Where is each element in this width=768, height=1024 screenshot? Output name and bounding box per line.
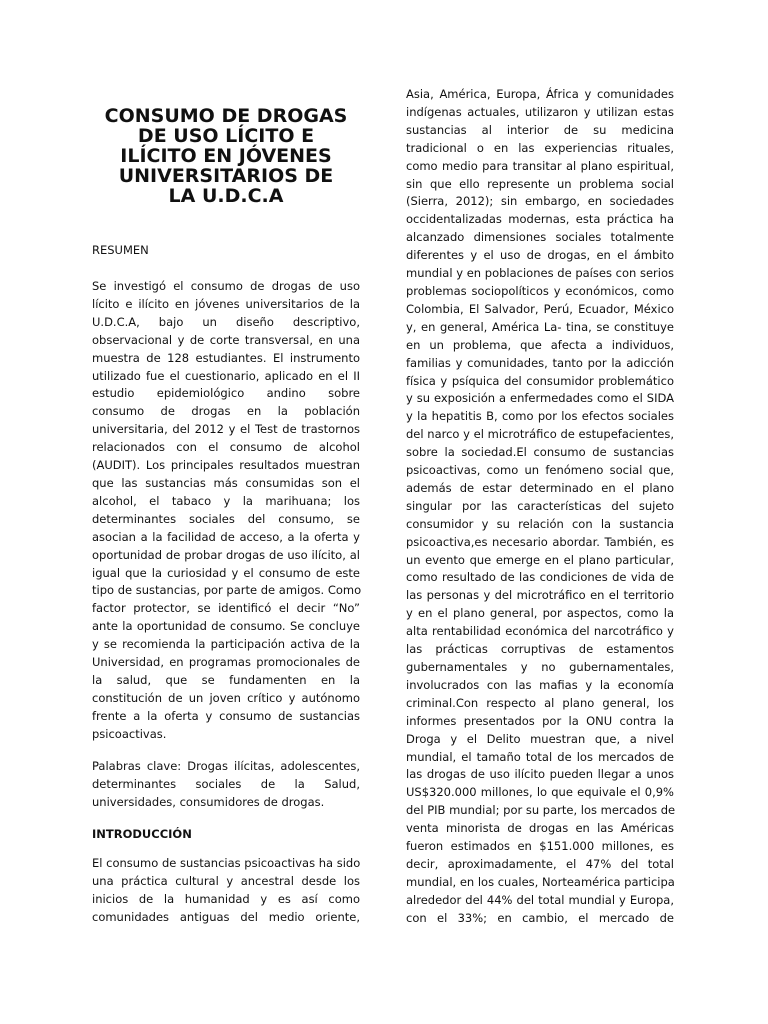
text-line: involucrados con las mafias y la economía [406, 677, 674, 692]
resumen-paragraph [92, 278, 360, 744]
body-paragraph-continued [406, 86, 674, 928]
text-line: gubernamentales y no gubernamentales, [406, 660, 674, 674]
text-line: las prácticas corruptivas de estamentos [406, 642, 674, 657]
text-line: sustancias al interior de su medicina [406, 122, 674, 137]
text-line: familias y comunidades, tanto por la adicción [406, 355, 674, 370]
text-line: física y psíquica del consumidor problemático [406, 373, 674, 388]
text-line: además de estar determinado en el plano [406, 480, 674, 495]
text-line: consumidor y su relación con la sustancia [406, 516, 674, 531]
text-line: lícito e ilícito en jóvenes universitarios de la [92, 296, 360, 311]
text-line: Colombia, El Salvador, Perú, Ecuador, México [406, 301, 674, 316]
text-line: El consumo de sustancias psicoactivas ha sido [92, 856, 361, 870]
text-line: tradicional o en las experiencias rituales, [406, 140, 674, 155]
text-line: U.D.C.A, bajo un diseño descriptivo, [92, 314, 360, 329]
text-line: psicoactivas. [92, 726, 167, 741]
text-line: alta rentabilidad económica del narcotráfico y [406, 624, 674, 639]
text-line: las personas y del microtráfico en el territorio [406, 588, 674, 603]
text-line: con el 33%; en cambio, el mercado de [406, 910, 674, 925]
text-line: y, en general, América La- tina, se constituye [406, 319, 674, 334]
text-line: observacional y de corte transversal, en una [92, 332, 360, 347]
text-line: y en el plano general, por aspectos, como la [406, 606, 674, 621]
text-line: determinantes sociales del consumo, se [92, 511, 360, 526]
text-line: mundial, en los cuales, Norteamérica participa [406, 874, 675, 889]
text-line: utilizado fue el cuestionario, aplicado en el II [92, 368, 360, 383]
introduccion-heading: INTRODUCCIÓN [92, 827, 192, 841]
text-line: psicoactiva,es necesario abordar. También, es [406, 534, 674, 549]
text-line: comunidades antiguas del medio oriente, [92, 909, 360, 924]
text-line: un evento que emerge en el plano particular, [406, 552, 674, 567]
text-line: factor protector, se identificó el decir “No” [92, 601, 360, 616]
text-line: problemas sociopolíticos y económicos, como [406, 283, 674, 298]
text-line: las drogas de uso ilícito pueden llegar a unos [406, 767, 674, 782]
text-line: universidades, consumidores de drogas. [92, 794, 325, 809]
text-line: constitución de un joven crítico y autónomo [92, 690, 360, 705]
text-line: como resultado de las condiciones de vida de [406, 570, 674, 585]
text-line: que las sustancias más consumidas son el [92, 475, 360, 490]
text-line: mundial, el tamaño total de los mercados de [406, 749, 674, 764]
text-line: indígenas actuales, utilizaron y utilizan estas [406, 104, 674, 119]
text-line: y la hepatitis B, como por los efectos sociales [406, 409, 674, 424]
text-line: (Sierra, 2012); sin embargo, en sociedades [406, 194, 674, 209]
text-line: una práctica cultural y ancestral desde los [92, 873, 360, 888]
text-line: alcanzado dimensiones sociales totalmente [406, 230, 674, 245]
introduccion-paragraph [92, 855, 360, 927]
text-line: estudio epidemiológico andino sobre [92, 386, 360, 401]
keywords-paragraph [92, 758, 360, 812]
text-line: la salud, que se fundamenten en la [92, 672, 360, 687]
text-line: del PIB mundial; por su parte, los mercados de [406, 803, 676, 818]
text-line: alrededor del 44% del total mundial y Europa, [406, 892, 674, 907]
text-line: sin que ello represente un problema social [406, 176, 674, 191]
title-line: CONSUMO DE DROGAS [104, 105, 348, 127]
text-line: inicios de la humanidad y es así como [92, 891, 360, 906]
text-line: determinantes sociales de la Salud, [92, 776, 360, 791]
text-line: Droga y el Delito muestran que, a nivel [406, 731, 674, 746]
title-line: ILÍCITO EN JÓVENES [120, 145, 332, 167]
text-line: ante la oportunidad de consumo. Se concluye [92, 619, 360, 634]
text-line: Universidad, en programas promocionales de [92, 655, 360, 670]
text-line: como medio para transitar al plano espiritual, [406, 158, 674, 173]
text-line: sobre la sociedad.El consumo de sustancias [406, 445, 674, 460]
text-line: tipo de sustancias, por parte de amigos. Como [92, 583, 362, 598]
text-line: (AUDIT). Los principales resultados muestran [92, 458, 360, 473]
text-line: US$320.000 millones, lo que equivale el 0,9% [406, 785, 674, 800]
text-line: Palabras clave: Drogas ilícitas, adolescentes, [92, 759, 360, 773]
text-line: decir, aproximadamente, el 47% del total [406, 856, 674, 871]
text-line: en un problema, que afecta a individuos, [406, 337, 674, 352]
text-line: Asia, América, Europa, África y comunidades [406, 87, 674, 101]
text-line: consumo de drogas en la población [92, 404, 360, 419]
text-line: frente a la oferta y consumo de sustancias [92, 708, 360, 723]
document-title [92, 106, 360, 206]
text-line: del narco y el microtráfico de estupefacientes, [406, 427, 674, 442]
text-line: fueron estimados en $151.000 millones, es [406, 839, 674, 854]
text-line: informes presentados por la ONU contra la [406, 713, 674, 728]
text-line: igual que la curiosidad y el consumo de este [92, 565, 360, 580]
text-line: mundial y en poblaciones de países con serios [406, 266, 674, 281]
text-line: venta minorista de drogas en las Américas [406, 821, 674, 836]
text-line: criminal.Con respecto al plano general, los [406, 695, 674, 710]
text-line: oportunidad de probar drogas de uso ilícito, al [92, 547, 360, 562]
title-line: DE USO LÍCITO E [137, 125, 315, 147]
text-line: psicoactivas, como un fenómeno social que, [406, 463, 674, 478]
text-line: y se recomienda la participación activa de la [92, 637, 360, 652]
resumen-heading: RESUMEN [92, 243, 149, 257]
text-line: asocian a la facilidad de acceso, a la oferta y [92, 529, 360, 544]
title-line: LA U.D.C.A [168, 185, 284, 207]
text-line: occidentalizadas modernas, esta práctica ha [406, 212, 674, 227]
text-line: muestra de 128 estudiantes. El instrumento [92, 350, 360, 365]
text-line: alcohol, el tabaco y la marihuana; los [92, 493, 360, 508]
text-line: universitaria, del 2012 y el Test de trastornos [92, 422, 360, 437]
text-line: diferentes y el uso de drogas, en el ámbito [406, 248, 674, 263]
text-line: y su exposición a enfermedades como el SIDA [406, 391, 674, 406]
text-line: singular por las características del sujeto [406, 498, 674, 513]
text-line: relacionados con el consumo de alcohol [92, 440, 360, 455]
title-line: UNIVERSITARIOS DE [118, 165, 334, 187]
text-line: Se investigó el consumo de drogas de uso [92, 279, 360, 293]
